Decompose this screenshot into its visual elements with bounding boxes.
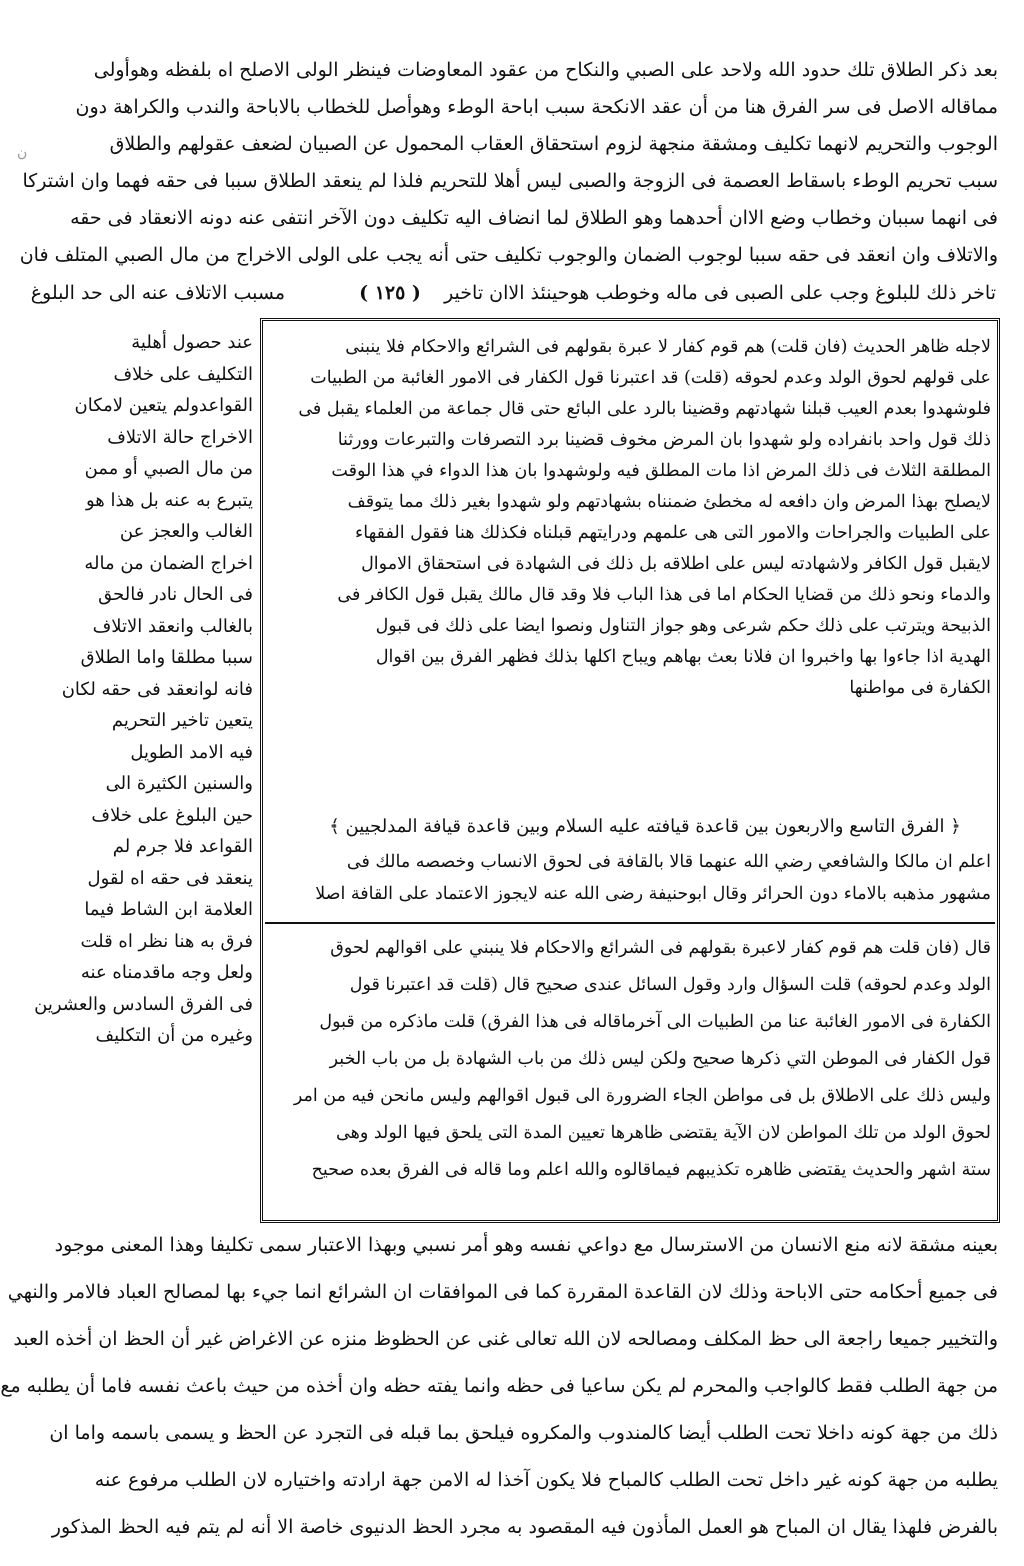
body-line: فى جميع أحكامه حتى الاباحة وذلك لان القاعدة المقررة كما فى الموافقات ان الشرائع انما جيء بها لمصالح العباد فالامر والنهي <box>7 1281 998 1303</box>
body-line: والاتلاف وان انعقد فى حقه سببا لوجوب الضمان والوجوب تكليف حتى أنه يجب على الولى الاخراج من مال الصبي المتلف فان <box>19 244 998 266</box>
gutter-mark: ن <box>17 145 28 161</box>
box-line: اعلم ان مالكا والشافعي رضي الله عنهما قالا بالقافة فى لحوق الانساب وخصصه مالك فى <box>346 852 991 872</box>
side-line: حين البلوغ على خلاف <box>91 804 253 826</box>
box-line: قول الكفار فى الموطن التي ذكرها صحيح ولكن ليس ذلك من باب الشهادة بل من باب الخبر <box>329 1049 991 1069</box>
side-line: يتعين تاخير التحريم <box>111 710 253 731</box>
box-line: على قولهم لحوق الولد وعدم لحوقه (قلت) قد اعتبرنا قول الكفار فى الامور الغائبة من الطبيات <box>310 368 991 388</box>
box-line: قال (فان قلت هم قوم كفار لاعبرة بقولهم فى الشرائع والاحكام فلا ينبني على اقوالهم لحوق <box>330 938 991 958</box>
side-line: يتبرع به عنه بل هذا هو <box>85 489 253 511</box>
side-line: سببا مطلقا واما الطلاق <box>80 647 253 668</box>
box-line: المطلقة الثلاث فى ذلك المرض اذا مات المطلق فيه ولوشهدوا بان هذا الدواء في هذا الوقت <box>331 461 991 481</box>
box-line: لاجله ظاهر الحديث (فان قلت) هم قوم كفار لا عبرة بقولهم فى الشرائع والاحكام فلا ينبنى <box>345 337 991 357</box>
side-line: من مال الصبي أو ممن <box>84 458 253 479</box>
body-line: ذلك من جهة كونه داخلا تحت الطلب أيضا كالمندوب والمكروه فيلحق بما قبله فى التجرد عن الحظ و يسمى باسمه واما ان <box>49 1422 998 1444</box>
body-line: تاخر ذلك للبلوغ وجب على الصبى فى ماله وخوطب هوحينئذ الاان تاخير <box>444 282 996 304</box>
box-line: وليس ذلك على الاطلاق بل فى مواطن الجاء الضرورة الى قبول اقوالهم وليس مانحن فيه من امر <box>293 1086 991 1106</box>
box-divider <box>265 922 995 924</box>
side-line: فانه لوانعقد فى حقه لكان <box>61 678 253 700</box>
box-line: الكفارة فى الامور الغائبة عنا من الطبيات الى آخرماقاله فى هذا الفرق) قلت ماذكره من قبول <box>319 1012 991 1032</box>
body-line: بعينه مشقة لانه منع الانسان من الاسترسال مع دواعي نفسه وهو أمر نسبي وبهذا الاعتبار سمى تكليفا وهذا المعنى موجود <box>54 1234 998 1256</box>
side-line: العلامة ابن الشاط فيما <box>84 899 253 920</box>
side-line: فرق به هنا نظر اه قلت <box>80 930 253 952</box>
box-line: مشهور مذهبه بالاماء دون الحرائر وقال ابوحنيفة رضى الله عنه لايجوز الاعتماد على القافة اصلا <box>315 884 991 904</box>
side-line: وغيره من أن التكليف <box>95 1025 253 1046</box>
box-line: لايقبل قول الكافر ولاشهادته ليس على اطلاقه بل ذلك فى الشهادة فى استحقاق الاموال <box>361 554 991 574</box>
box-line: الكفارة فى مواطنها <box>849 678 991 698</box>
box-line: الهدية اذا جاءوا بها واخبروا ان فلانا بعث بهاهم ويباح اكلها بذلك فظهر الفرق بين اقوال <box>375 647 991 667</box>
body-line: مماقاله الاصل فى سر الفرق هنا من أن عقد الانكحة سبب اباحة الوطء وهوأصل للخطاب بالاباحة والندب والكراهة دون <box>75 96 998 118</box>
body-line: فى انهما سببان وخطاب وضع الاان أحدهما وهو الطلاق لما انضاف اليه تكليف دون الآخر انتفى عنه دونه الانعقاد فى حقه <box>70 207 998 229</box>
body-line: مسبب الاتلاف عنه الى حد البلوغ <box>30 282 285 304</box>
page-number: ( ١٢٥ ) <box>359 282 421 304</box>
side-line: ولعل وجه ماقدمناه عنه <box>80 962 253 983</box>
body-line: سبب تحريم الوطء باسقاط العصمة فى الزوجة والصبى ليس أهلا للتحريم فلذا لم ينعقد الطلاق سببا فى حقه فهما وان اشتركا <box>22 170 998 192</box>
side-line: والسنين الكثيرة الى <box>105 773 253 794</box>
box-line: ذلك قول واحد بانفراده ولو شهدوا بان المرض مخوف قضينا برد التصرفات والتبرعات وورثنا <box>337 430 991 450</box>
body-line: يطلبه من جهة كونه غير داخل تحت الطلب كالمباح فلا يكون آخذا له الامن جهة ارادته واختياره لان الطلب مرفوع عنه <box>94 1469 998 1491</box>
side-line: فى الحال نادر فالحق <box>98 584 253 605</box>
box-line: ستة اشهر والحديث يقتضى ظاهره تكذيبهم فيماقالوه والله اعلم وما قاله فى الفرق بعده صحيح <box>311 1160 991 1180</box>
box-line: الولد وعدم لحوقه) قلت السؤال وارد وقول السائل عندى صحيح قال (قلت قد اعتبرنا قول <box>349 975 991 995</box>
side-line: الغالب والعجز عن <box>119 521 253 542</box>
box-line: فلوشهدوا بعدم العيب قبلنا شهادتهم وقضينا بالرد على البائع حتى قال جماعة من العلماء يقبل فى <box>298 399 991 419</box>
side-line: القواعدولم يتعين لامكان <box>74 395 253 416</box>
body-line: الوجوب والتحريم لانهما تكليف ومشقة منجهة لزوم استحقاق العقاب المحمول عن الصبيان لضعف عقولهم والطلاق <box>109 133 998 155</box>
side-line: اخراج الضمان من ماله <box>84 552 253 574</box>
side-line: ينعقد فى حقه اه لقول <box>87 867 253 889</box>
box-line: لحوق الولد من تلك المواطن لان الآية يقتضى ظاهرها تعيين المدة التى يلحق فيها الولد وهى <box>336 1123 991 1143</box>
side-line: التكليف على خلاف <box>113 363 253 385</box>
body-line: والتخيير جميعا راجعة الى حظ المكلف ومصالحه لان الله تعالى غنى عن الحظوظ منزه عن الاغراض غير أن الحظ ان أخذه العبد <box>13 1328 998 1350</box>
box-line: لايصلح بهذا المرض وان دافعه له مخطئ ضمنناه بشهادتهم ولو شهدوا بغير ذلك مما يتوقف <box>347 492 991 512</box>
body-line: من جهة الطلب فقط كالواجب والمحرم لم يكن ساعيا فى حظه وانما يفته حظه وان أخذه من حيث باعث نفسه فاما أن يطلبه مع <box>0 1375 998 1397</box>
side-column <box>33 327 253 1052</box>
side-line: عند حصول أهلية <box>131 332 253 353</box>
box-line: والدماء ونحو ذلك من قضايا الحكام اما فى هذا الباب فلا وقد قال مالك يقبل قول الكافر فى <box>337 585 991 605</box>
body-line: بعد ذكر الطلاق تلك حدود الله ولاحد على الصبي والنكاح من عقود المعاوضات فينظر الولى الاصلح اه بلفظه وهوأولى <box>93 59 998 81</box>
side-line: فى الفرق السادس والعشرين <box>34 993 253 1015</box>
side-line: القواعد فلا جرم لم <box>112 836 253 857</box>
body-line: بالفرض فلهذا يقال ان المباح هو العمل المأذون فيه المقصود به مجرد الحظ الدنيوى خاصة الا أنه لم يتم فيه الحظ المذكور <box>51 1516 998 1538</box>
side-line: الاخراج حالة الاتلاف <box>107 426 253 448</box>
section-title: ﴿ الفرق التاسع والاربعون بين قاعدة قيافته عليه السلام وبين قاعدة قيافة المدلجيين ﴾ <box>329 816 961 837</box>
side-line: بالغالب وانعقد الاتلاف <box>92 615 253 637</box>
box-line: الذبيحة ويترتب على ذلك حكم شرعى وهو جواز التناول ونصوا ايضا على ذلك فى قبول <box>375 616 991 636</box>
side-line: فيه الامد الطويل <box>130 741 253 763</box>
box-line: على الطبيات والجراحات والامور التى هى علمهم ودرايتهم قبلناه فكذلك هنا فقول الفقهاء <box>355 523 991 543</box>
